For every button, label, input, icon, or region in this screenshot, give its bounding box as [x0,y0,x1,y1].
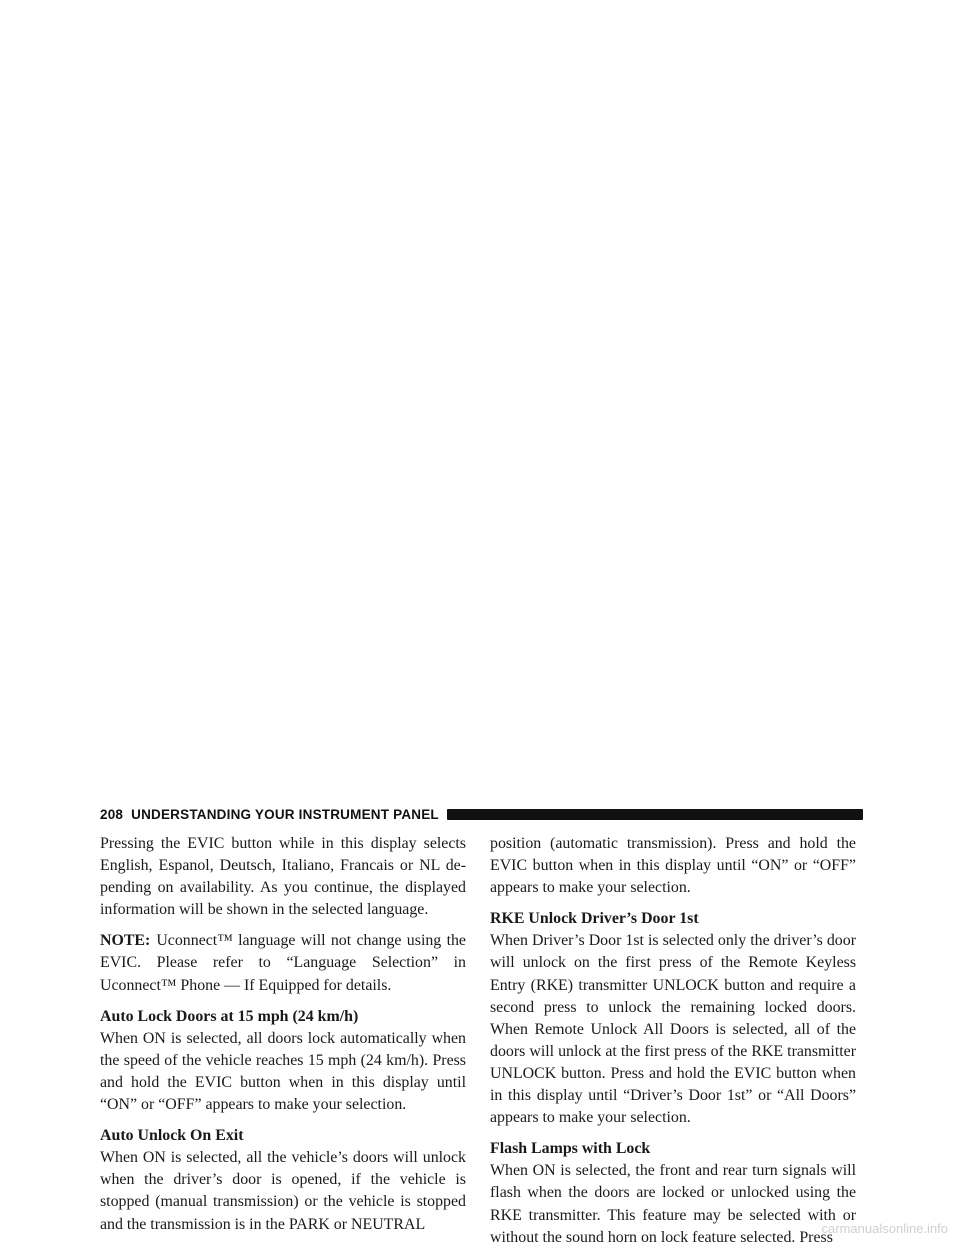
rke-heading: RKE Unlock Driver’s Door 1st [490,910,699,928]
language-paragraph: Pressing the EVIC button while in this display selects English, Espanol, Deutsch, Italiano, Francais or NL depending on availability. As you continue, the displayed information will be shown in the selected language. [100,835,466,919]
watermark: carmanualsonline.info [821,1221,948,1236]
section-title: UNDERSTANDING YOUR INSTRUMENT PANEL [131,806,439,822]
note-paragraph [100,930,466,996]
rke-paragraph: When Driver’s Door 1st is selected only the driver’s door will unlock on the first press of the Remote Keyless Entry (RKE) transmitter UNLOCK button and require a second press to unlock the remaining locked doors. When Remote Unlock All Doors is selected, all of the doors will unlock at the first press of the RKE transmitter UNLOCK button. Press and hold the EVIC button when in this display until “Driver’s Door 1st” or “All Doors” appears to make your selection. [490,932,856,1127]
right-column [490,833,856,1258]
page-header [100,804,863,824]
auto-lock-paragraph: When ON is selected, all doors lock automatically when the speed of the vehicle reaches 15 mph (24 km/h). Press and hold the EVIC button when in this display until “ON” or “OFF” appears to make your selection. [100,1029,466,1114]
continued-paragraph: position (automatic transmission). Press and hold the EVIC button when in this display until “ON” or “OFF” appears to make your selection. [490,835,856,897]
auto-lock-heading: Auto Lock Doors at 15 mph (24 km/h) [100,1007,359,1025]
left-column [100,833,466,1245]
auto-unlock-heading: Auto Unlock On Exit [100,1127,244,1145]
flash-lamps-heading: Flash Lamps with Lock [490,1140,651,1158]
header-rule [447,809,863,820]
note-text: Uconnect™ language will not change using the EVIC. Please refer to “Language Selection” in Uconnect™ Phone — If Equipped for details. [100,932,466,994]
auto-unlock-paragraph: When ON is selected, all the vehicle’s doors will unlock when the driver’s door is opened, if the vehicle is stopped (manual transmission) or the vehicle is stopped and the transmission is in the PARK or NEUTRAL [100,1149,466,1233]
flash-lamps-paragraph: When ON is selected, the front and rear turn signals will flash when the doors are locked or unlocked using the RKE transmitter. This feature may be selected with or without the sound horn on lock feature selected. Press [490,1162,856,1246]
note-label: NOTE: [100,932,151,950]
page-number: 208 [100,806,124,822]
